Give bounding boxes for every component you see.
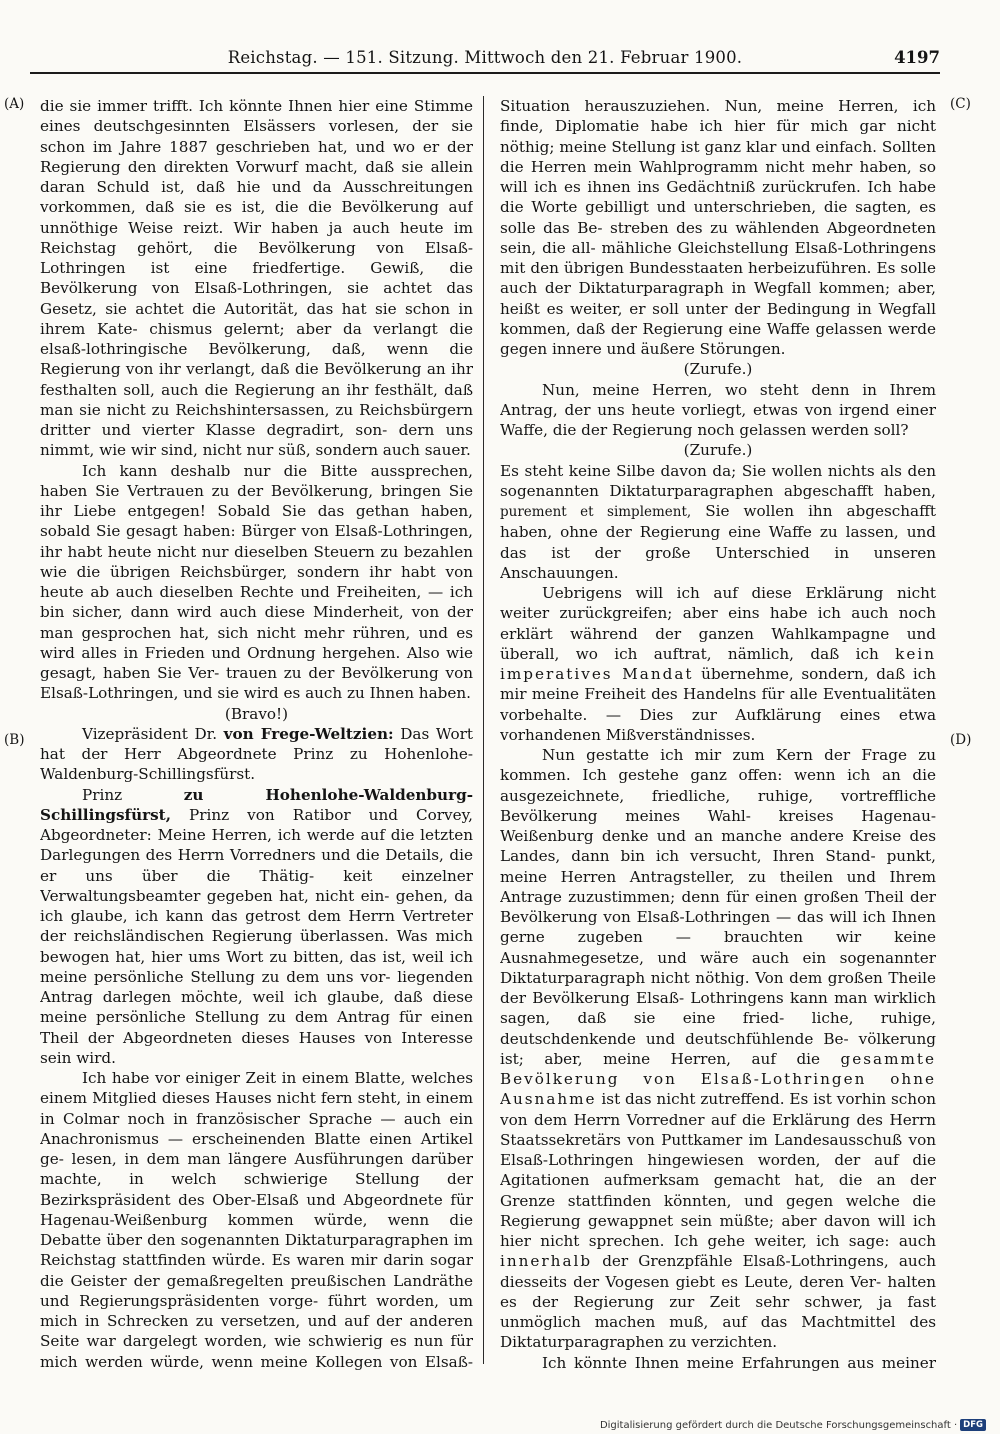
text-run: Uebrigens will ich auf diese Erklärung nicht weiter zurückgreifen; aber eins habe ich auch noch erklärt während der ganzen Wahlkampagne und überall, wo ich auftrat, nämlich, daß ich — [500, 584, 936, 663]
speaker-vizepraesident — [40, 724, 473, 785]
margin-label-b: (B) — [4, 732, 25, 748]
speaker-title: Prinz — [82, 785, 184, 804]
speaker-text: Prinz von Ratibor und Corvey, Abgeordneter: Meine Herren, ich werde auf die letzten Darlegungen des Herrn Vorredners und die Details, die er uns über die Thätig- keit einzelner Verwaltungsbeamter gegeben hat, nicht ein- gehen, da ich glaube, ich kann das getrost dem Herrn Vertreter der reichsländischen Regierung überlassen. Was mich bewogen hat, hier ums Wort zu bitten, das ist, weil ich meine persönliche Stellung zu dem uns vor- liegenden Antrag darlegen möchte, weil ich glaube, daß diese meine persönliche Stellung zu dem Antrag für einen Theil der Abgeordneten dieses Hauses von Interesse sein wird. — [40, 805, 473, 1067]
margin-label-c: (C) — [950, 96, 971, 112]
paragraph — [500, 461, 936, 584]
interjection-zurufe: (Zurufe.) — [683, 360, 753, 379]
speaker-name: von Frege-Weltzien: — [223, 724, 394, 743]
paragraph: Ich kann deshalb nur die Bitte aussprechen, haben Sie Vertrauen zu der Bevölkerung, bringen Sie ihr Liebe entgegen! Sobald Sie das gethan haben, sobald Sie gesagt haben: Bürger von Elsaß-Lothringen, ihr habt heute nicht nur dieselben Steuern zu bezahlen wie die übrigen Reichsbürger, sondern ihr habt von heute ab auch dieselben Rechte und Freiheiten, — ich bin sicher, dann wird auch diese Minderheit, von der man gesprochen hat, sich nicht mehr rühren, und es wird alles in Frieden und Ordnung hergehen. Also wie gesagt, haben Sie Ver- trauen zu der Bevölkerung von Elsaß-Lothringen, und sie wird es auch zu Ihnen haben. — [40, 461, 473, 703]
paragraph: Ich habe vor einiger Zeit in einem Blatte, welches einem Mitglied dieses Hauses nicht fern steht, in einem in Colmar noch in französischer Sprache — auch ein Anachronismus — erscheinenden Blatte einen Artikel ge- lesen, in dem man längere Ausführungen darüber machte, in welch schwierige Stellung der Bezirkspräsident des Ober-Elsaß und Abgeordnete für Hagenau-Weißenburg kommen würde, wenn die Debatte über den sogenannten Diktaturparagraphen im Reichstag stattfinden würde. Es waren mir darin sogar die Geister der gemaßregelten preußischen Landräthe und Regierungspräsidenten vorge- führt worden, um mich in Schrecken zu versetzen, und auf der anderen Seite war dargelegt worden, wie schwierig es nun für mich werden würde, wenn meine Kollegen von Elsaß- — [40, 1069, 473, 1371]
dfg-logo: DFG — [960, 1419, 986, 1431]
speaker-hohenlohe — [40, 785, 473, 1069]
text-run: Nun gestatte ich mir zum Kern der Frage zu kommen. Ich gestehe ganz offen: wenn ich an die ausgezeichnete, friedliche, ruhige, vortreffliche Bevölkerung meines Wahl- kreises Hagenau-Weißenburg denke und an manche andere Kreise des Landes, dann bin ich versucht, Ihren Stand- punkt, meine Herren Antragsteller, zu theilen und Ihrem Antrage zuzustimmen; denn für einen großen Theil der Bevölkerung von Elsaß-Lothringen — das will ich Ihnen gerne zugeben — brauchten wir keine Ausnahmegesetze, und wäre auch ein sogenannter Diktaturparagraph nicht nöthig. Von dem großen Theile der Bevölkerung Elsaß- Lothringens kann man wirklich sagen, daß sie eine fried- liche, ruhige, deutschdenkende und deutschfühlende Be- völkerung ist; aber, meine Herren, auf die — [500, 746, 936, 1068]
digitization-footer — [600, 1419, 986, 1431]
margin-label-d: (D) — [950, 732, 972, 748]
emphasis: innerhalb — [500, 1252, 593, 1271]
speaker-text: Das Wort hat der Herr Abgeordnete Prinz zu Hohenlohe-Waldenburg-Schillingsfürst. — [40, 724, 473, 784]
text-run: ist das nicht zutreffend. Es ist vorhin schon von dem Herrn Vorredner auf die Erklärung des Herrn Staatssekretärs von Puttkamer im Landesausschuß von Elsaß-Lothringen hingewiesen worden, der auf die Agitationen aufmerksam gemacht hat, die an der Grenze stattfinden könnten, und gegen welche die Regierung gewappnet sein müßte; aber davon will ich hier nicht sprechen. Ich gehe weiter, ich sage: auch — [500, 1090, 936, 1250]
text-run: Sie wollen ihn abgeschafft haben, ohne der Regierung eine Waffe zu lassen, und das ist der große Unterschied in unseren Anschauungen. — [500, 502, 936, 582]
speaker-title: Vizepräsident Dr. — [82, 724, 224, 743]
paragraph — [500, 745, 936, 1353]
text-run: Es steht keine Silbe davon da; Sie wollen nichts als den sogenannten Diktaturparagraphen abgeschafft haben, — [500, 461, 936, 500]
paragraph: Nun, meine Herren, wo steht denn in Ihrem Antrag, der uns heute vorliegt, etwas von irgend einer Waffe, die der Regierung noch gelassen werden soll? — [500, 380, 936, 439]
left-column — [40, 96, 473, 1372]
speaker-name: zu Hohenlohe-Waldenburg-Schillingsfürst, — [40, 785, 473, 824]
text-run: der Grenzpfähle Elsaß-Lothringens, auch diesseits der Vogesen giebt es Leute, deren Ver- halten es der Regierung zur Zeit sehr schwer, ja fast unmöglich machen muß, auf das Machtmittel des Diktaturparagraphen zu verzichten. — [500, 1252, 936, 1352]
text-run: übernehme, sondern, daß ich mir meine Freiheit des Handelns für alle Eventualitäten vorbehalte. — Dies zur Aufklärung eines etwa vorhandenen Mißverständnisses. — [500, 665, 936, 744]
footer-credit: Digitalisierung gefördert durch die Deutsche Forschungsgemeinschaft · — [599, 1419, 958, 1431]
interjection-bravo: (Bravo!) — [224, 704, 289, 723]
french-phrase: purement et simplement, — [500, 504, 692, 520]
page-number: 4197 — [894, 48, 940, 67]
emphasis: gesammte Bevölkerung von Elsaß-Lothringen ohne Ausnahme — [500, 1049, 936, 1109]
paragraph: Ich könnte Ihnen meine Erfahrungen aus meiner — [542, 1353, 936, 1372]
right-column — [500, 96, 936, 1372]
paragraph: Situation herauszuziehen. Nun, meine Herren, ich finde, Diplomatie habe ich hier für mich gar nicht nöthig; meine Stellung ist ganz klar und einfach. Sollten die Herren mein Wahlprogramm nicht mehr haben, so will ich es ihnen ins Gedächtniß zurückrufen. Ich habe die Worte gebilligt und unterschrieben, die sagten, es solle das Be- streben des zu wählenden Abgeordneten sein, die all- mähliche Gleichstellung Elsaß-Lothringens mit den übrigen Bundesstaaten herbeizuführen. Es solle auch der Diktaturparagraph in Wegfall kommen; aber, heißt es weiter, er soll unter der Bedingung in Wegfall kommen, daß der Regierung eine Waffe gelassen werde gegen innere und äußere Störungen. — [500, 97, 936, 358]
page-header — [30, 46, 940, 72]
paragraph: die sie immer trifft. Ich könnte Ihnen hier eine Stimme eines deutschgesinnten Elsässers vorlesen, der sie schon im Jahre 1887 geschrieben hat, und wo er der Regierung den direkten Vorwurf macht, daß sie allein daran Schuld ist, daß hie und da Ausschreitungen vorkommen, daß sie es ist, die die Bevölkerung auf unnöthige Weise reizt. Wir haben ja auch heute im Reichstag gehört, die Bevölkerung von Elsaß-Lothringen ist eine friedfertige. Gewiß, die Bevölkerung von Elsaß-Lothringen, sie achtet das Gesetz, sie achtet die Autorität, das hat sie schon in ihrem Kate- chismus gelernt; aber da verlangt die elsaß-lothringische Bevölkerung, daß, wenn die Regierung von ihr verlangt, daß die Bevölkerung an ihr festhalten soll, auch die Regierung an ihr festhält, daß man sie nicht zu Reichshintersassen, zu Reichsbürgern dritter und vierter Klasse degradirt, son- dern uns nimmt, wie wir sind, nicht nur süß, sondern auch sauer. — [40, 97, 473, 460]
header-rule — [30, 72, 940, 74]
interjection-zurufe: (Zurufe.) — [683, 441, 753, 460]
page-header-title: Reichstag. — 151. Sitzung. Mittwoch den 21. Februar 1900. — [227, 48, 743, 67]
emphasis: kein imperatives Mandat — [500, 644, 936, 683]
paragraph — [500, 583, 936, 745]
column-divider — [483, 96, 484, 1364]
margin-label-a: (A) — [4, 96, 25, 112]
